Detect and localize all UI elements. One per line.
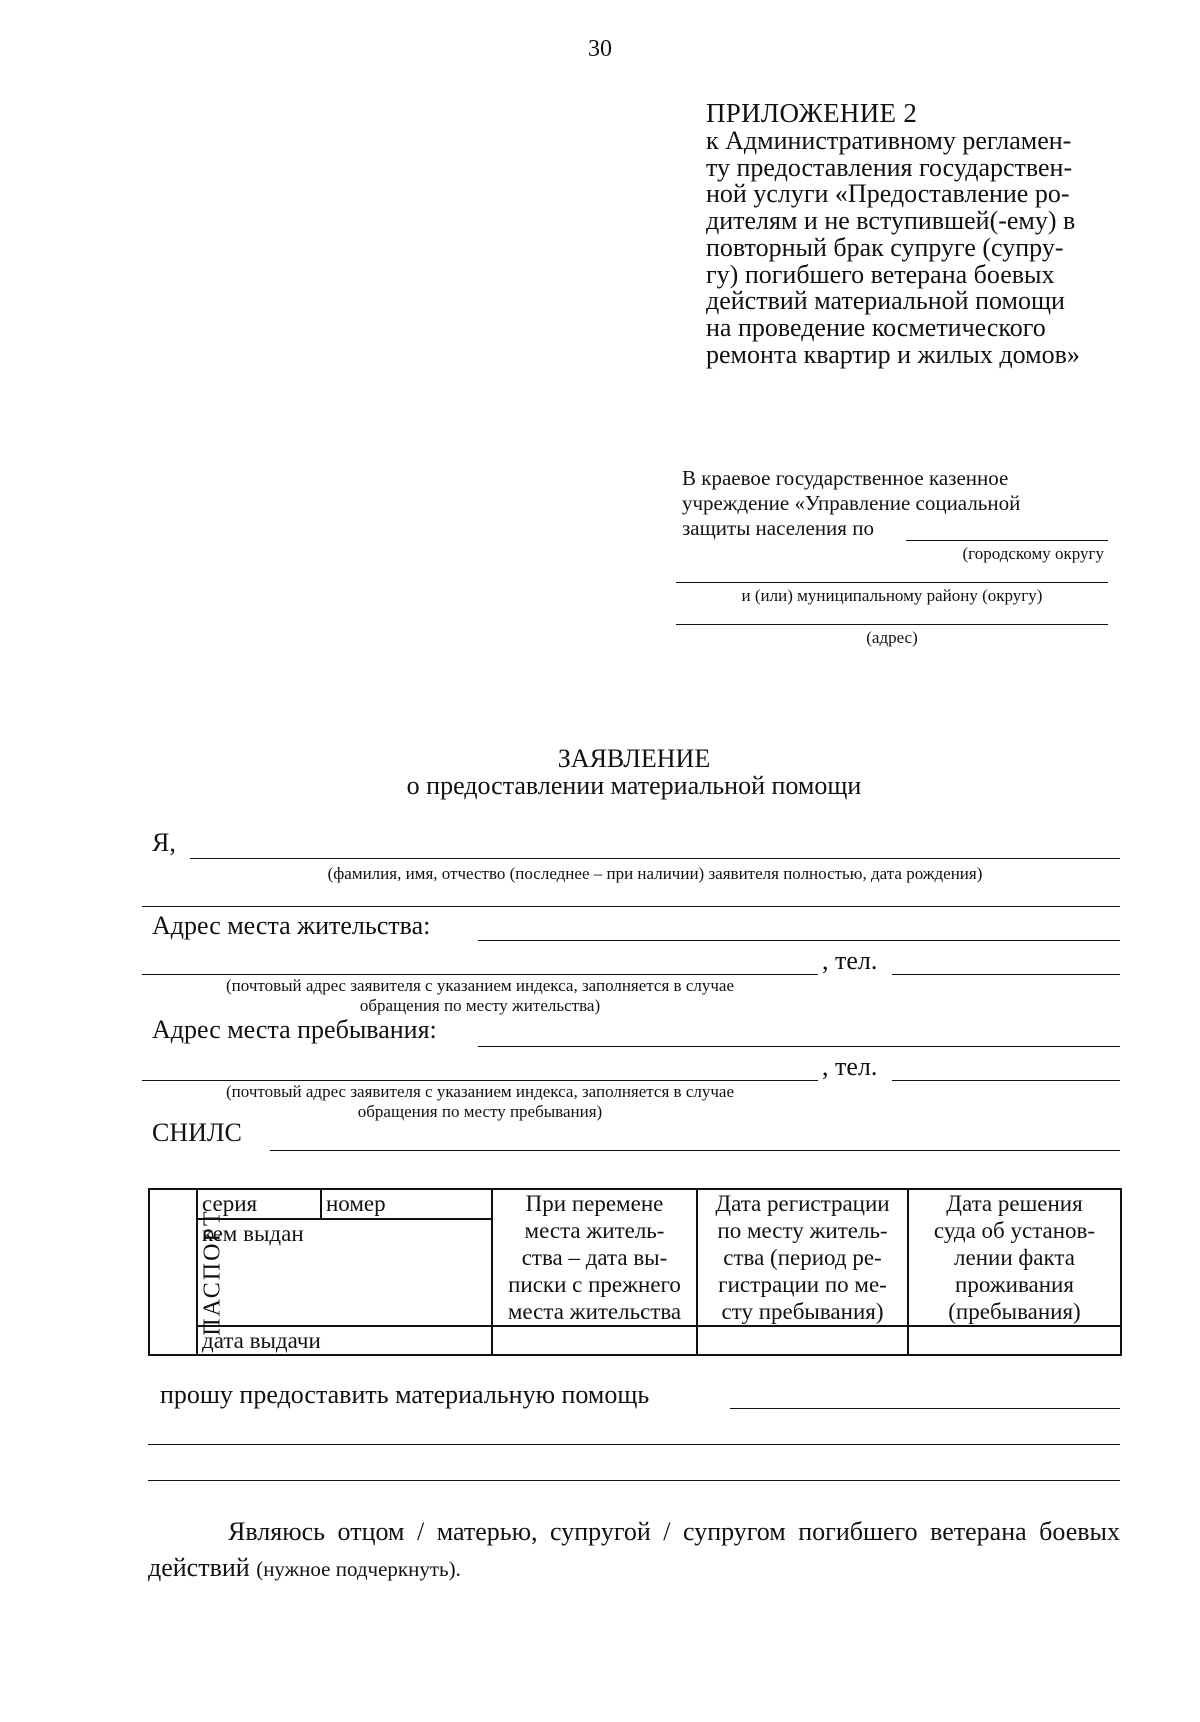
- addressee-line: В краевое государственное казенное: [682, 466, 1009, 490]
- header-line: При перемене: [525, 1191, 664, 1216]
- header-line: гистрации по ме-: [718, 1272, 887, 1297]
- header-line: лении факта: [954, 1245, 1075, 1270]
- registration-date-value[interactable]: [697, 1326, 908, 1355]
- annex-line: дителям и не вступившей(-ему) в: [706, 206, 1076, 236]
- annex-line: ту предоставления государствен-: [706, 152, 1073, 182]
- relationship-statement: [148, 1514, 1120, 1587]
- applicant-name-field-2[interactable]: [142, 906, 1120, 907]
- stay-caption-line: (почтовый адрес заявителя с указанием индекса, заполняется в случае: [226, 1082, 734, 1101]
- residence-caption-line: (почтовый адрес заявителя с указанием индекса, заполняется в случае: [226, 976, 734, 995]
- annex-line: ремонта квартир и жилых домов»: [706, 339, 1080, 369]
- series-label: серия: [202, 1191, 258, 1216]
- district-caption: (городскому округу: [962, 544, 1104, 563]
- passport-table: [148, 1188, 1122, 1356]
- residence-label: Адрес места жительства:: [152, 911, 431, 940]
- residence-tel-label: , тел.: [822, 946, 878, 975]
- header-line: Дата регистрации: [715, 1191, 890, 1216]
- registration-date-header: [697, 1189, 908, 1326]
- document-title: ЗАЯВЛЕНИЕ: [557, 744, 711, 773]
- residence-field[interactable]: [478, 940, 1120, 941]
- municipality-caption: и (или) муниципальному району (округу): [741, 586, 1043, 605]
- request-field-3[interactable]: [148, 1480, 1120, 1481]
- passport-label-text: ПАСПОРТ: [199, 1209, 226, 1336]
- annex-line: к Административному регламен-: [706, 126, 1072, 155]
- applicant-caption: (фамилия, имя, отчество (последнее – при наличии) заявителя полностью, дата рождения): [327, 864, 983, 883]
- header-line: ства (период ре-: [723, 1245, 882, 1270]
- header-line: места жительства: [507, 1299, 682, 1324]
- number-cell[interactable]: [321, 1189, 492, 1219]
- stay-tel-label: , тел.: [822, 1052, 878, 1081]
- stay-field-2[interactable]: [142, 1080, 818, 1081]
- annex-title: ПРИЛОЖЕНИЕ 2: [706, 98, 918, 128]
- change-residence-value[interactable]: [492, 1326, 697, 1355]
- annex-line: гу) погибшего ветерана боевых: [706, 259, 1055, 289]
- addressee-line: учреждение «Управление социальной: [682, 491, 1021, 515]
- header-line: писки с прежнего: [508, 1272, 681, 1297]
- header-line: места житель-: [524, 1218, 665, 1243]
- stay-caption-line: обращения по месту пребывания): [357, 1102, 603, 1121]
- applicant-name-field[interactable]: [190, 858, 1120, 859]
- header-line: ства – дата вы-: [521, 1245, 668, 1270]
- request-label: прошу предоставить материальную помощь: [160, 1380, 650, 1409]
- annex-block: [706, 98, 1114, 368]
- issue-date-label: дата выдачи: [202, 1328, 321, 1353]
- request-field[interactable]: [730, 1408, 1120, 1409]
- header-line: сту пребывания): [721, 1299, 884, 1324]
- document-subtitle: о предоставлении материальной помощи: [406, 771, 862, 800]
- relationship-note: (нужное подчеркнуть).: [256, 1557, 461, 1581]
- header-line: (пребывания): [948, 1299, 1081, 1324]
- header-line: суда об установ-: [933, 1218, 1096, 1243]
- stay-label: Адрес места пребывания:: [152, 1015, 437, 1044]
- change-residence-header: [492, 1189, 697, 1326]
- residence-caption: [142, 976, 818, 1016]
- annex-line: повторный брак супруге (супру-: [706, 232, 1064, 262]
- relationship-text: Являюсь отцом / матерью, супругой / супругом погибшего ветерана боевых действий: [148, 1517, 1120, 1582]
- request-field-2[interactable]: [148, 1444, 1120, 1445]
- page-number: 30: [588, 36, 612, 62]
- annex-line: ной услуги «Предоставление ро-: [706, 179, 1070, 209]
- annex-line: на проведение косметического: [706, 312, 1046, 342]
- passport-vertical-label: [149, 1189, 226, 1355]
- stay-caption: [142, 1082, 818, 1122]
- court-decision-value[interactable]: [908, 1326, 1121, 1355]
- addressee-line: защиты населения по: [682, 516, 874, 540]
- snils-field[interactable]: [270, 1150, 1120, 1151]
- annex-text: [706, 128, 1114, 368]
- header-line: проживания: [955, 1272, 1074, 1297]
- address-field-line[interactable]: [676, 624, 1108, 625]
- residence-field-2[interactable]: [142, 974, 818, 975]
- address-caption: (адрес): [866, 628, 918, 647]
- issue-date-cell[interactable]: [197, 1326, 492, 1355]
- residence-caption-line: обращения по месту жительства): [359, 996, 601, 1015]
- stay-field[interactable]: [478, 1046, 1120, 1047]
- district-field-line[interactable]: [906, 540, 1108, 541]
- issued-by-cell[interactable]: [197, 1219, 492, 1326]
- header-line: Дата решения: [946, 1191, 1083, 1216]
- number-label: номер: [326, 1191, 386, 1216]
- snils-label: СНИЛС: [152, 1118, 242, 1147]
- residence-phone-field[interactable]: [892, 974, 1120, 975]
- applicant-prefix: Я,: [152, 828, 176, 857]
- header-line: по месту житель-: [717, 1218, 888, 1243]
- issued-by-label: кем выдан: [202, 1220, 304, 1246]
- court-decision-header: [908, 1189, 1121, 1326]
- annex-line: действий материальной помощи: [706, 286, 1065, 316]
- district-field-line-2[interactable]: [676, 582, 1108, 583]
- stay-phone-field[interactable]: [892, 1080, 1120, 1081]
- addressee-block: [682, 466, 1114, 541]
